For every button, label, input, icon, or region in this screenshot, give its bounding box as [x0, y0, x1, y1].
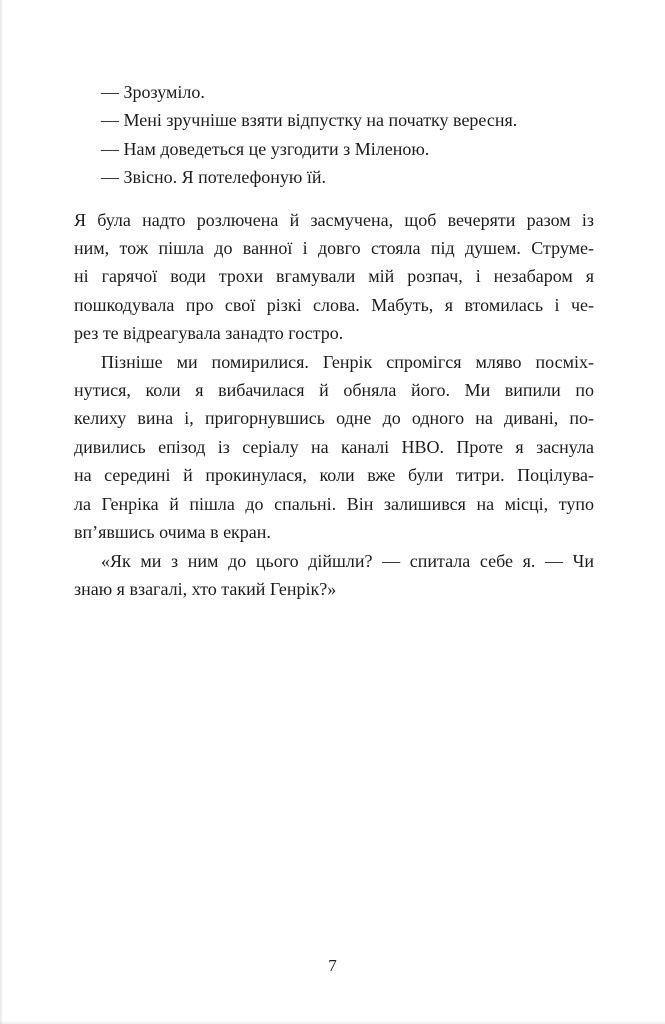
- text-line: ні гарячої води трохи вгамували мій розпач, і незабаром я: [74, 266, 594, 287]
- dialogue-line: — Мені зручніше взяти відпустку на початку вересня.: [101, 110, 518, 131]
- paragraph: [74, 348, 594, 547]
- text-line: «Як ми з ним до цього дійшли? — спитала себе я. — Чи: [101, 550, 594, 571]
- text-line: знаю я взагалі, хто такий Генрік?»: [74, 578, 337, 599]
- paragraph: [74, 547, 594, 604]
- text-line: Я була надто розлючена й засмучена, щоб вечеряти разом із: [74, 209, 594, 230]
- text-line: вп’явшись очима в екран.: [74, 522, 271, 543]
- book-page-text-block: [74, 78, 594, 603]
- text-line: нутися, коли я вибачилася й обняла його. Ми випили по: [74, 380, 594, 401]
- text-line: ла Генріка й пішла до спальні. Він залишився на місці, тупо: [74, 493, 594, 514]
- text-line: келиху вина і, пригорнувшись одне до одного на дивані, по-: [74, 408, 594, 429]
- dialogue-block: [74, 78, 594, 192]
- dialogue-line: — Нам доведеться це узгодити з Міленою.: [101, 138, 430, 159]
- text-line: дивились епізод із серіалу на каналі HBO. Проте я заснула: [74, 436, 594, 457]
- text-line: Пізніше ми помирилися. Генрік спромігся мляво посміх-: [101, 351, 594, 372]
- paragraph: [74, 206, 594, 348]
- dialogue-line: — Звісно. Я потелефоную їй.: [101, 167, 326, 188]
- text-line: ним, тож пішла до ванної і довго стояла під душем. Струме-: [74, 238, 594, 259]
- scan-edge-left: [0, 0, 3, 1024]
- text-line: на середині й прокинулася, коли вже були титри. Поцілува-: [74, 465, 594, 486]
- page-number: 7: [328, 956, 337, 975]
- dialogue-line: — Зрозуміло.: [101, 82, 205, 102]
- text-line: рез те відреагувала занадто гостро.: [74, 323, 344, 344]
- text-line: пошкодувала про свої різкі слова. Мабуть, я втомилась і че-: [74, 294, 594, 315]
- paragraphs-container: [74, 206, 594, 604]
